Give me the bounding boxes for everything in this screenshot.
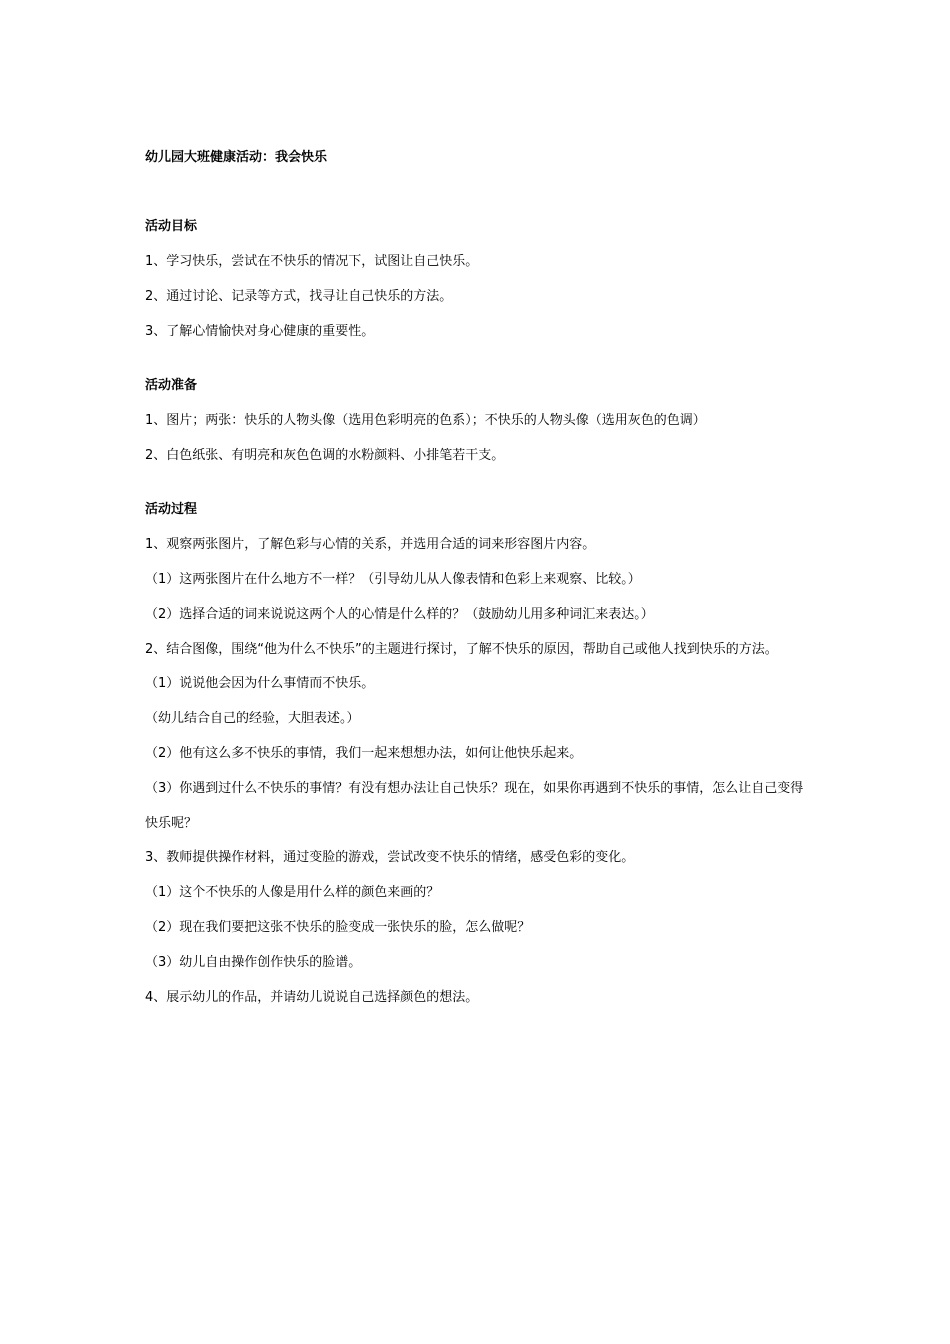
- process-item: （1）说说他会因为什么事情而不快乐。: [145, 676, 375, 691]
- process-item: （2）他有这么多不快乐的事情，我们一起来想想办法，如何让他快乐起来。: [145, 746, 583, 761]
- goal-item: 2、通过讨论、记录等方式，找寻让自己快乐的方法。: [145, 289, 453, 304]
- process-item: 2、结合图像，围绕“他为什么不快乐”的主题进行探讨，了解不快乐的原因，帮助自己或他人找到快乐的方法。: [145, 642, 778, 657]
- process-item: （1）这个不快乐的人像是用什么样的颜色来画的？: [145, 885, 440, 900]
- process-item: 4、展示幼儿的作品，并请幼儿说说自己选择颜色的想法。: [145, 990, 479, 1005]
- process-item: （2）现在我们要把这张不快乐的脸变成一张快乐的脸，怎么做呢？: [145, 920, 531, 935]
- goal-item: 1、学习快乐，尝试在不快乐的情况下，试图让自己快乐。: [145, 254, 479, 269]
- process-item: （幼儿结合自己的经验，大胆表述。）: [145, 711, 360, 726]
- section-heading-prep: 活动准备: [145, 378, 198, 393]
- section-spacer: [145, 356, 815, 375]
- document-title: 幼儿园大班健康活动：我会快乐: [145, 150, 328, 165]
- section-heading-goals: 活动目标: [145, 219, 198, 234]
- process-item: （1）这两张图片在什么地方不一样？（引导幼儿从人像表情和色彩上来观察、比较。）: [145, 572, 641, 587]
- process-item: 1、观察两张图片，了解色彩与心情的关系，并选用合适的词来形容图片内容。: [145, 537, 596, 552]
- section-spacer: [145, 480, 815, 499]
- process-item: 3、教师提供操作材料，通过变脸的游戏，尝试改变不快乐的情绪，感受色彩的变化。: [145, 850, 635, 865]
- process-item: （2）选择合适的词来说说这两个人的心情是什么样的？（鼓励幼儿用多种词汇来表达。）: [145, 607, 654, 622]
- process-item: （3）你遇到过什么不快乐的事情？有没有想办法让自己快乐？现在，如果你再遇到不快乐的事情，怎么让自己变得快乐呢？: [145, 781, 804, 831]
- document-content: [145, 147, 815, 1022]
- process-item: （3）幼儿自由操作创作快乐的脸谱。: [145, 955, 362, 970]
- prep-item: 1、图片；两张：快乐的人物头像（选用色彩明亮的色系）；不快乐的人物头像（选用灰色的色调）: [145, 413, 706, 428]
- goal-item: 3、了解心情愉快对身心健康的重要性。: [145, 324, 375, 339]
- prep-item: 2、白色纸张、有明亮和灰色色调的水粉颜料、小排笔若干支。: [145, 448, 505, 463]
- section-heading-process: 活动过程: [145, 502, 198, 517]
